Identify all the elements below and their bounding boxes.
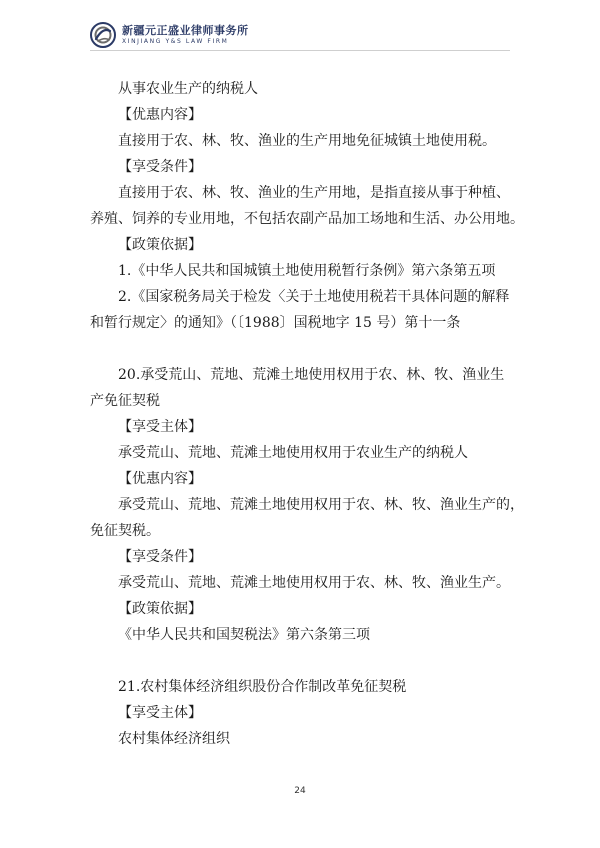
paragraph-gap	[90, 648, 515, 674]
section-label: 【优惠内容】	[118, 107, 202, 123]
section-label: 【政策依据】	[118, 601, 202, 617]
section-label: 【享受条件】	[118, 549, 202, 565]
section-label: 【享受主体】	[118, 419, 202, 435]
item-heading: 产免征契税	[90, 393, 160, 409]
page-header	[90, 20, 510, 50]
section-label: 【政策依据】	[118, 237, 202, 253]
paragraph-line: 1.《中华人民共和国城镇土地使用税暂行条例》第六条第五项	[118, 263, 496, 279]
paragraph-line: 《中华人民共和国契税法》第六条第三项	[118, 627, 370, 643]
paragraph-line: 直接用于农、林、牧、渔业的生产用地免征城镇土地使用税。	[118, 133, 496, 149]
paragraph-line: 直接用于农、林、牧、渔业的生产用地，是指直接从事于种植、	[118, 185, 510, 201]
section-label: 【享受条件】	[118, 159, 202, 175]
paragraph-gap	[90, 336, 515, 362]
page-number: 24	[294, 786, 306, 796]
item-heading: 20.承受荒山、荒地、荒滩土地使用权用于农、林、牧、渔业生	[118, 367, 505, 383]
paragraph-line: 从事农业生产的纳税人	[118, 81, 258, 97]
document-body	[90, 76, 524, 752]
paragraph-line: 农村集体经济组织	[118, 731, 230, 747]
paragraph-line: 养殖、饲养的专业用地，不包括农副产品加工场地和生活、办公用地。	[90, 211, 524, 227]
firm-name-english: XINJIANG Y&S LAW FIRM	[122, 38, 229, 45]
section-label: 【享受主体】	[118, 705, 202, 721]
paragraph-line: 和暂行规定〉的通知》（〔1988〕国税地字 15 号）第十一条	[90, 315, 461, 331]
paragraph-line: 2.《国家税务局关于检发〈关于土地使用税若干具体问题的解释	[118, 289, 510, 305]
paragraph-line: 承受荒山、荒地、荒滩土地使用权用于农、林、牧、渔业生产的，	[118, 497, 524, 513]
firm-name-block	[122, 25, 249, 45]
section-label: 【优惠内容】	[118, 471, 202, 487]
firm-logo-icon	[90, 22, 116, 48]
paragraph-line: 免征契税。	[90, 523, 160, 539]
item-heading: 21.农村集体经济组织股份合作制改革免征契税	[118, 679, 407, 695]
header-divider	[90, 50, 510, 51]
firm-name-chinese: 新疆元正盛业律师事务所	[122, 24, 249, 37]
paragraph-line: 承受荒山、荒地、荒滩土地使用权用于农业生产的纳税人	[118, 445, 468, 461]
paragraph-line: 承受荒山、荒地、荒滩土地使用权用于农、林、牧、渔业生产。	[118, 575, 510, 591]
